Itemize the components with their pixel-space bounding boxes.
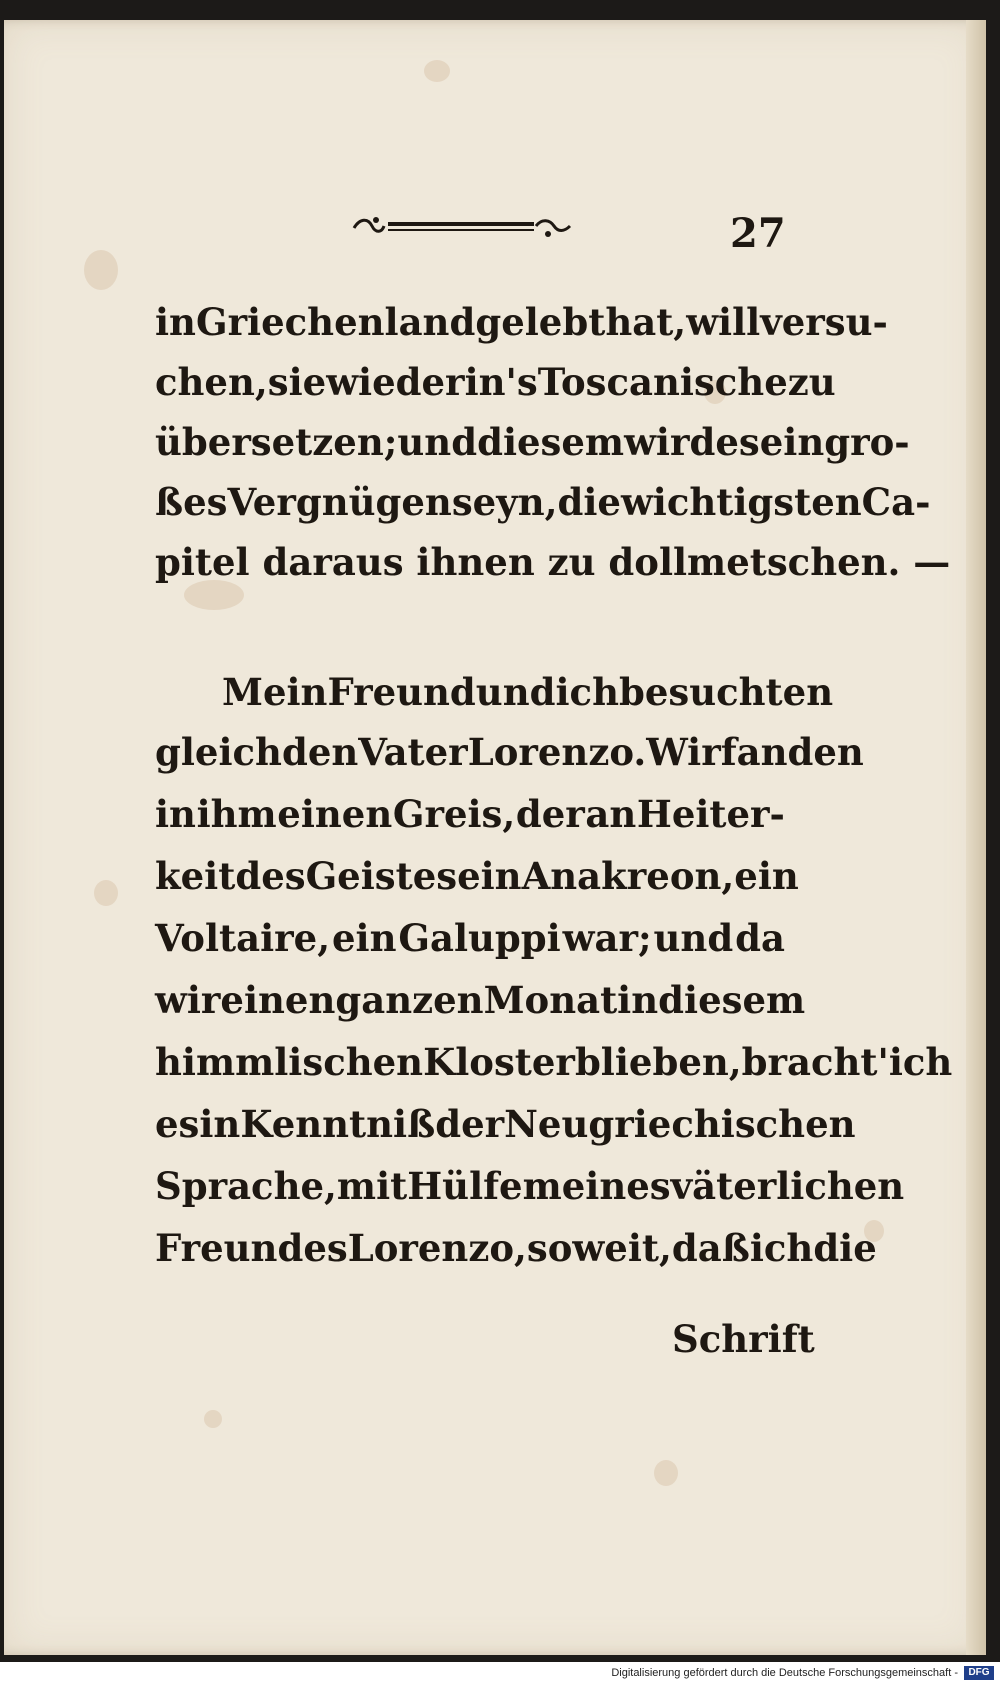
word: ein	[734, 854, 799, 898]
word: bracht'	[741, 1040, 889, 1084]
word: Freund	[327, 670, 476, 714]
word: den	[281, 730, 359, 774]
word: Kloster	[423, 1040, 575, 1084]
word: wieder	[326, 360, 465, 404]
word: Lorenzo.	[467, 730, 647, 774]
paper-stain	[424, 60, 450, 82]
word: Lorenzo,	[347, 1226, 527, 1270]
word: Toscanische	[537, 360, 788, 404]
dfg-logo: DFG	[964, 1666, 994, 1680]
word: und	[397, 420, 478, 464]
word: Sprache,	[155, 1164, 337, 1208]
word: der	[435, 1102, 505, 1146]
word: mit	[336, 1164, 408, 1208]
text-line	[155, 852, 799, 900]
word: übersetzen;	[155, 420, 398, 464]
word: Voltaire,	[155, 916, 331, 960]
word: so	[526, 1226, 573, 1270]
word: in	[155, 300, 196, 344]
word: Griechenland	[195, 300, 476, 344]
word: meines	[522, 1164, 671, 1208]
word: die	[813, 1226, 877, 1270]
word: Hülfe	[407, 1164, 523, 1208]
word: weit,	[572, 1226, 672, 1270]
word: väterlichen	[670, 1164, 905, 1208]
word: in	[617, 978, 659, 1022]
word: gleich	[155, 730, 282, 774]
text-line: pitel daraus ihnen zu dollmetschen. —	[155, 540, 951, 584]
text-line	[155, 1038, 953, 1086]
word: ßes	[155, 480, 228, 524]
word: einen	[277, 792, 393, 836]
word: Monat	[483, 978, 618, 1022]
word: und	[475, 670, 556, 714]
word: seyn,	[451, 480, 558, 524]
word: diesem	[658, 978, 806, 1022]
word: wir	[155, 978, 221, 1022]
text-line	[155, 358, 836, 406]
word: Wir	[646, 730, 721, 774]
text-line	[155, 790, 785, 838]
word: himmlischen	[155, 1040, 424, 1084]
text-line	[155, 1224, 877, 1272]
word: Vergnügen	[227, 480, 452, 524]
word: ganzen	[335, 978, 484, 1022]
text-line	[155, 976, 806, 1024]
word: da	[735, 916, 785, 960]
word: die	[557, 480, 621, 524]
paper-stain	[84, 250, 118, 290]
word: des	[235, 854, 306, 898]
word: gelebt	[475, 300, 606, 344]
word: blieben,	[574, 1040, 742, 1084]
word: Ca-	[861, 480, 931, 524]
word: Anakreon,	[521, 854, 735, 898]
word: Mein	[222, 670, 328, 714]
text-line	[155, 298, 888, 346]
paper-stain	[654, 1460, 678, 1486]
text-line	[155, 478, 931, 526]
word: ein	[457, 854, 522, 898]
text-line	[155, 1100, 856, 1148]
word: chen,	[155, 360, 268, 404]
word: Neugriechischen	[504, 1102, 856, 1146]
text-line	[155, 914, 785, 962]
word: und	[653, 916, 734, 960]
word: ich	[749, 1226, 814, 1270]
word: versu-	[760, 300, 888, 344]
word: in's	[464, 360, 538, 404]
page-number: 27	[730, 210, 786, 257]
word: hat,	[605, 300, 687, 344]
word: wird	[624, 420, 716, 464]
word: besuchten	[618, 670, 834, 714]
word: zu	[787, 360, 836, 404]
word: Geistes	[305, 854, 458, 898]
word: ich	[555, 670, 619, 714]
text-line	[155, 1162, 905, 1210]
word: ein	[759, 420, 825, 464]
word: wichtigsten	[620, 480, 862, 524]
word: daß	[671, 1226, 750, 1270]
word: es	[155, 1102, 200, 1146]
word: Galuppi	[398, 916, 561, 960]
text-line	[155, 728, 864, 776]
word: einen	[220, 978, 336, 1022]
word: Vater	[358, 730, 468, 774]
word: Kenntniß	[240, 1102, 436, 1146]
header-ornament	[350, 212, 575, 242]
word: ein	[332, 916, 397, 960]
word: der	[515, 792, 585, 836]
catchword: Schrift	[672, 1317, 815, 1361]
word: Greis,	[392, 792, 516, 836]
text-line	[155, 418, 910, 466]
paper-stain	[94, 880, 118, 906]
word: es	[715, 420, 760, 464]
word: in	[155, 792, 196, 836]
word: ihm	[196, 792, 277, 836]
word: will	[686, 300, 761, 344]
word: sie	[267, 360, 327, 404]
word: keit	[155, 854, 236, 898]
word: in	[199, 1102, 241, 1146]
word: diesem	[477, 420, 625, 464]
page-edge	[966, 20, 986, 1655]
word: Freundes	[155, 1226, 348, 1270]
word: gro-	[824, 420, 910, 464]
word: war;	[562, 916, 652, 960]
paragraph-first-line	[222, 668, 834, 716]
paper-stain	[204, 1410, 222, 1428]
footer-credit: Digitalisierung gefördert durch die Deutsche Forschungsgemeinschaft -	[611, 1667, 958, 1679]
word: an	[585, 792, 637, 836]
word: ich	[888, 1040, 953, 1084]
word: fanden	[720, 730, 864, 774]
word: Heiter-	[636, 792, 785, 836]
